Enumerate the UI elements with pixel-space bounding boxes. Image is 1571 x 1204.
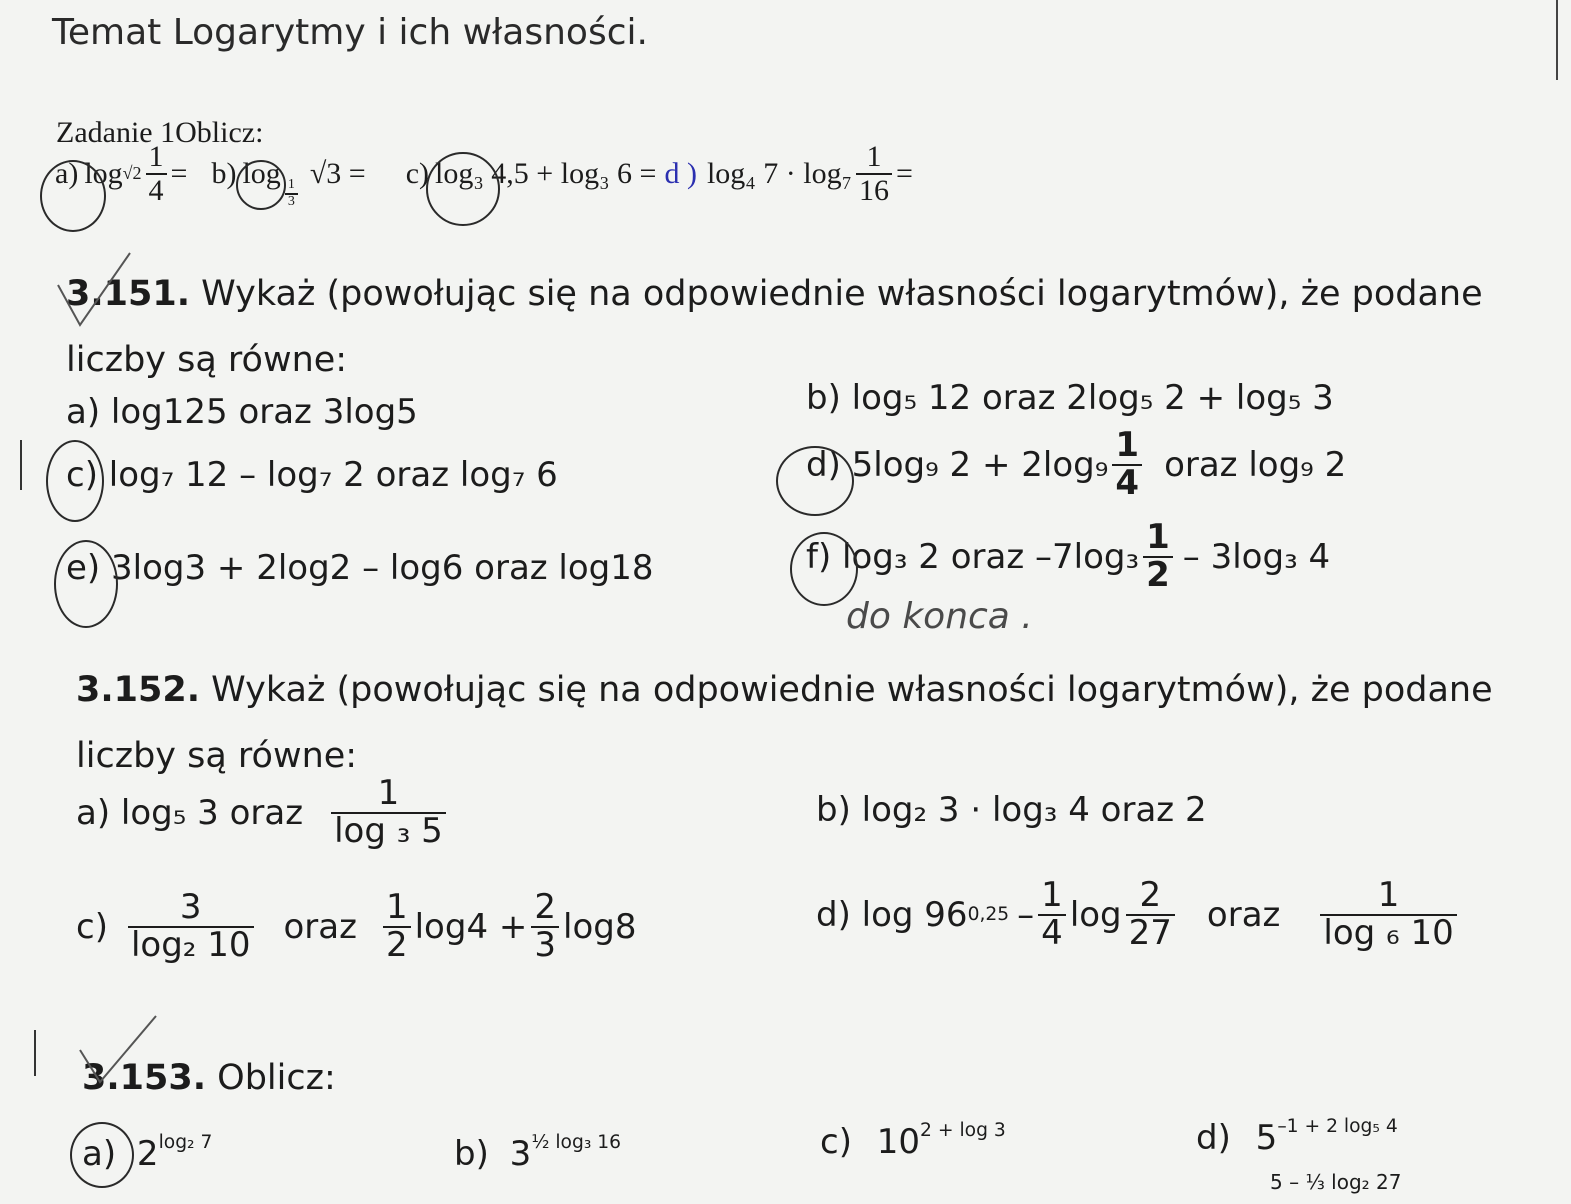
task-3151-f-den: 2 [1143,556,1173,594]
task-3151-b: b) log₅ 12 oraz 2log₅ 2 + log₅ 3 [806,378,1334,418]
task-3151-text2: liczby są równe: [66,340,348,380]
margin-mark [34,1030,36,1076]
page-edge-line [1556,0,1558,80]
task-3153-d-exp: –1 + 2 log₅ 4 [1277,1116,1398,1137]
handwritten-circle-a [40,160,106,232]
task-3152-d-oraz: oraz [1206,894,1281,935]
task-3153-c-label: c) [820,1121,852,1162]
task-3152-c-t1: log4 + [414,906,528,947]
task-3152-d-exp: 0,25 [967,904,1010,926]
task-3151-a: a) log125 oraz 3log5 [66,392,418,432]
handwritten-note: do konca . [846,596,1033,637]
task-3152-d-f3d: log ₆ 10 [1320,914,1456,952]
task-3153-partial: 5 – ⅓ log₂ 27 [1270,1170,1402,1194]
zadanie1-b-label: b) [211,156,237,190]
zadanie1-d-expr: log₄ 7 · log₇ [706,156,853,190]
task-3151-d-num: 1 [1115,425,1140,465]
task-3153-text: Oblicz: [217,1058,336,1098]
handwritten-circle-3151d [776,446,854,516]
task-3152-c [76,887,637,965]
task-3152-c-den: log₂ 10 [128,926,254,964]
handwritten-circle-3151c [46,440,104,522]
task-3152-c-num: 3 [179,887,202,927]
task-3151-f-pre: f) log₃ 2 oraz –7log₃ [806,536,1140,577]
task-3152-c-label: c) [76,906,108,947]
zadanie1-heading: Zadanie 1Oblicz: [56,116,264,149]
task-3153-a-label: a) [82,1133,117,1174]
zadanie1-a-log: log [84,156,123,190]
task-3152-d-f3n: 1 [1377,875,1400,915]
zadanie1-d-den: 16 [856,173,892,207]
page-title: Temat Logarytmy i ich własności. [52,12,648,53]
margin-mark [20,440,22,490]
task-3152-d-f2d: 27 [1126,914,1175,952]
task-3152-a-num: 1 [377,773,400,813]
task-3153-c [820,1120,1006,1162]
task-3151-text: Wykaż (powołując się na odpowiednie własności logarytmów), że podane [201,274,1483,314]
task-3151-number: 3.151. [66,274,191,314]
task-3152-c-f2n: 2 [534,887,557,927]
task-3153-number: 3.153. [82,1058,207,1098]
zadanie1-d-num: 1 [866,140,882,174]
task-3152-c-f1d: 2 [383,926,411,964]
zadanie1-b-log: log [242,156,281,190]
task-3152-a [76,773,450,851]
task-3153-b-exp: ½ log₃ 16 [531,1132,622,1153]
task-3151-f-post: – 3log₃ 4 [1182,536,1331,577]
task-3151-e: e) 3log3 + 2log2 – log6 oraz log18 [66,548,654,588]
task-3152-text2: liczby są równe: [76,736,358,776]
task-3152-c-mid: oraz [283,906,357,947]
task-3153-d-base: 5 [1255,1117,1278,1158]
task-3151-d-post: oraz log₉ 2 [1164,444,1347,485]
task-3153-c-exp: 2 + log 3 [920,1120,1006,1141]
checkmark-icon [74,1010,164,1090]
handwritten-circle-3151e [54,540,118,628]
task-3153-a-exp: log₂ 7 [158,1132,213,1153]
task-3152-b: b) log₂ 3 · log₃ 4 oraz 2 [816,790,1207,830]
task-3151-f [806,517,1331,595]
task-3152-number: 3.152. [76,670,201,710]
task-3152-a-den: log ₃ 5 [331,812,446,850]
zadanie1-a-den: 4 [146,173,167,207]
zadanie1-d-eq: = [896,156,913,190]
task-3153-b-label: b) [454,1133,489,1174]
task-3151-heading [66,274,1483,314]
task-3153-a-base: 2 [136,1133,159,1174]
zadanie1-c-label: c) [405,156,430,190]
task-3152-c-t2: log8 [563,906,637,947]
task-3151-d-pre: d) 5log₉ 2 + 2log₉ [806,444,1109,485]
task-3152-c-f2d: 3 [531,926,559,964]
task-3153-d [1196,1116,1398,1158]
task-3153-c-base: 10 [876,1121,921,1162]
zadanie1-a-eq: = [170,156,188,190]
task-3152-text: Wykaż (powołując się na odpowiednie własności logarytmów), że podane [211,670,1493,710]
zadanie1-c-expr: log₃ 4,5 + log₃ 6 = [435,156,657,190]
zadanie1-d-label: d ) [664,156,697,190]
checkmark-icon [50,245,140,335]
task-3151-d-den: 4 [1112,464,1142,502]
task-3152-d-pre: d) log 96 [816,894,968,935]
zadanie1-b-base-num: 1 [287,177,295,192]
zadanie1-b-base-den: 3 [285,193,298,210]
task-3153-b-base: 3 [509,1133,532,1174]
handwritten-circle-c [426,152,500,226]
task-3151-d [806,425,1347,503]
task-3153-d-label: d) [1196,1117,1231,1158]
zadanie1-a-label: a) [55,156,79,190]
task-3152-d-f2n: 2 [1139,875,1162,915]
task-3152-d-f1n: 1 [1041,875,1063,915]
task-3151-f-num: 1 [1146,517,1170,557]
handwritten-circle-3151f [790,532,858,606]
task-3152-c-f1n: 1 [385,887,408,927]
handwritten-circle-b [236,160,286,210]
task-3153-b [454,1132,621,1174]
task-3152-d-log: log [1069,894,1122,935]
handwritten-circle-3153a [70,1122,134,1188]
task-3151-c: c) log₇ 12 – log₇ 2 oraz log₇ 6 [66,455,558,495]
zadanie1-a-base: √2 [122,163,142,184]
task-3152-d [816,875,1461,953]
zadanie1-b-arg: √3 = [309,156,366,190]
task-3152-a-pre: a) log₅ 3 oraz [76,792,304,833]
task-3152-d-minus: – [1017,894,1035,935]
task-3152-heading [76,670,1493,710]
task-3152-d-f1d: 4 [1038,914,1066,952]
zadanie1-a-num: 1 [148,140,164,174]
